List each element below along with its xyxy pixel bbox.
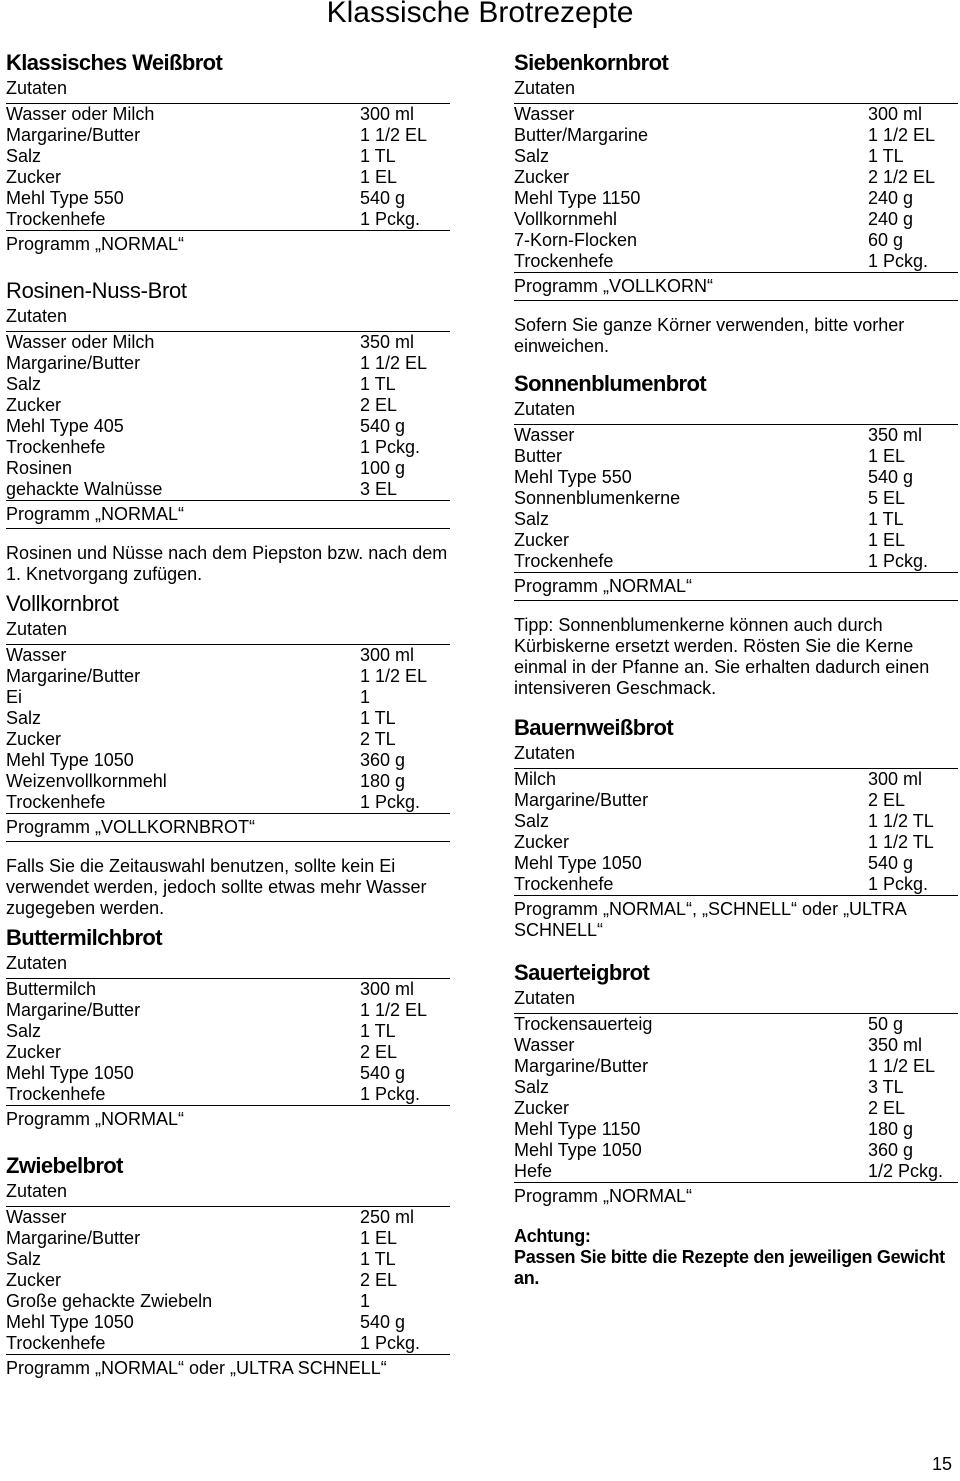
- ingredient-row: [6, 1042, 450, 1063]
- ingredient-amount: 540 g: [360, 416, 406, 436]
- ingredient-row: [6, 458, 450, 479]
- ingredient-amount: 5 EL: [868, 488, 906, 508]
- ingredient-amount: 1 1/2 EL: [360, 125, 428, 145]
- zutaten-label: Zutaten: [514, 399, 958, 425]
- zutaten-label: Zutaten: [514, 743, 958, 769]
- ingredient-row: [6, 395, 450, 416]
- ingredient-row: [514, 1140, 958, 1161]
- ingredient-row: [514, 467, 958, 488]
- ingredient-name: Mehl Type 1050: [514, 853, 642, 873]
- recipe-title: Siebenkornbrot: [514, 50, 669, 75]
- ingredient-amount: 1 Pckg.: [360, 1084, 421, 1104]
- ingredient-name: Zucker: [514, 530, 570, 550]
- ingredient-name: Margarine/Butter: [6, 666, 141, 686]
- ingredient-amount: 1 EL: [360, 1228, 398, 1248]
- page-number: 15: [931, 1454, 952, 1474]
- ingredient-row: [6, 1021, 450, 1042]
- recipe-sauerteigbrot: [514, 954, 958, 1210]
- ingredient-row: [514, 832, 958, 853]
- ingredient-amount: 1: [360, 1291, 371, 1311]
- ingredient-row: [6, 374, 450, 395]
- ingredient-row: [6, 1312, 450, 1333]
- ingredient-table: [514, 104, 958, 272]
- ingredient-name: Zucker: [514, 1098, 570, 1118]
- recipe-note: Falls Sie die Zeitauswahl benutzen, sollte kein Ei verwendet werden, jedoch sollte etwas mehr Wasser zugegeben werden.: [6, 856, 427, 918]
- ingredient-amount: 1 1/2 EL: [360, 353, 428, 373]
- ingredient-row: [6, 771, 450, 792]
- recipe-vollkornbrot: [6, 585, 450, 919]
- ingredient-name: Zucker: [514, 832, 570, 852]
- program-setting: Programm „NORMAL“: [6, 1105, 450, 1133]
- ingredient-amount: 2 TL: [360, 729, 396, 749]
- ingredient-amount: 180 g: [360, 771, 406, 791]
- program-setting: Programm „NORMAL“: [6, 500, 450, 529]
- ingredient-amount: 350 ml: [360, 332, 415, 352]
- ingredient-amount: 1 TL: [360, 708, 396, 728]
- ingredient-name: Mehl Type 405: [6, 416, 124, 436]
- ingredient-amount: 1 1/2 EL: [868, 1056, 936, 1076]
- ingredient-amount: 1 Pckg.: [868, 251, 929, 271]
- program-setting: Programm „NORMAL“ oder „ULTRA SCHNELL“: [6, 1354, 450, 1382]
- zutaten-label: Zutaten: [514, 78, 958, 104]
- ingredient-name: Zucker: [6, 1042, 62, 1062]
- ingredient-row: [514, 1014, 958, 1035]
- ingredient-row: [514, 230, 958, 251]
- ingredient-row: [6, 1084, 450, 1105]
- ingredient-name: Salz: [6, 146, 42, 166]
- ingredient-row: [6, 1063, 450, 1084]
- zutaten-label: Zutaten: [6, 1181, 450, 1207]
- ingredient-row: [6, 167, 450, 188]
- ingredient-row: [514, 853, 958, 874]
- ingredient-table: [514, 1014, 958, 1182]
- ingredient-row: [514, 1035, 958, 1056]
- ingredient-amount: 2 EL: [360, 395, 398, 415]
- recipe-buttermilchbrot: [6, 919, 450, 1133]
- ingredient-row: [6, 750, 450, 771]
- ingredient-amount: 250 ml: [360, 1207, 415, 1227]
- ingredient-amount: 2 EL: [360, 1270, 398, 1290]
- right-column: [514, 44, 958, 1289]
- spacer: [6, 1133, 450, 1147]
- ingredient-row: [6, 1333, 450, 1354]
- ingredient-name: Mehl Type 1050: [6, 1312, 134, 1332]
- ingredient-name: Butter: [514, 446, 563, 466]
- ingredient-row: [6, 1228, 450, 1249]
- recipe-title: Vollkornbrot: [6, 591, 119, 616]
- ingredient-row: [514, 146, 958, 167]
- ingredient-name: Mehl Type 550: [6, 188, 124, 208]
- ingredient-amount: 1 TL: [868, 146, 904, 166]
- spacer: [514, 699, 958, 709]
- ingredient-row: [6, 332, 450, 353]
- recipe-title: Bauernweißbrot: [514, 715, 674, 740]
- spacer: [514, 944, 958, 954]
- ingredient-amount: 1 1/2 EL: [360, 666, 428, 686]
- ingredient-row: [6, 209, 450, 230]
- ingredient-name: Salz: [514, 509, 550, 529]
- ingredient-amount: 100 g: [360, 458, 406, 478]
- ingredient-name: Margarine/Butter: [6, 125, 141, 145]
- ingredient-amount: 350 ml: [868, 1035, 923, 1055]
- ingredient-row: [514, 790, 958, 811]
- ingredient-amount: 300 ml: [360, 104, 415, 124]
- ingredient-name: Zucker: [6, 167, 62, 187]
- recipe-title: Klassisches Weißbrot: [6, 50, 223, 75]
- ingredient-name: Große gehackte Zwiebeln: [6, 1291, 213, 1311]
- ingredient-amount: 540 g: [360, 188, 406, 208]
- recipe-title: Sonnenblumenbrot: [514, 371, 707, 396]
- ingredient-amount: 1 1/2 TL: [868, 832, 934, 852]
- ingredient-row: [6, 645, 450, 666]
- zutaten-label: Zutaten: [6, 306, 450, 332]
- ingredient-amount: 300 ml: [360, 645, 415, 665]
- ingredient-row: [6, 979, 450, 1000]
- ingredient-table: [514, 769, 958, 895]
- ingredient-name: Trockenhefe: [6, 1084, 106, 1104]
- ingredient-amount: 2 EL: [868, 1098, 906, 1118]
- ingredient-name: Trockenhefe: [514, 551, 614, 571]
- ingredient-amount: 1 1/2 TL: [868, 811, 934, 831]
- spacer: [6, 258, 450, 272]
- zutaten-label: Zutaten: [6, 78, 450, 104]
- recipe-note: Sofern Sie ganze Körner verwenden, bitte vorher einweichen.: [514, 315, 905, 356]
- ingredient-name: Butter/Margarine: [514, 125, 649, 145]
- page-title: Klassische Brotrezepte: [326, 0, 634, 29]
- ingredient-name: Salz: [514, 1077, 550, 1097]
- program-setting: Programm „VOLLKORN“: [514, 272, 958, 301]
- program-setting: Programm „NORMAL“, „SCHNELL“ oder „ULTRA SCHNELL“: [514, 895, 958, 944]
- ingredient-row: [514, 1119, 958, 1140]
- ingredient-name: Wasser: [514, 425, 575, 445]
- ingredient-amount: 360 g: [360, 750, 406, 770]
- ingredient-table: [6, 645, 450, 813]
- ingredient-table: [514, 425, 958, 572]
- ingredient-amount: 60 g: [868, 230, 904, 250]
- ingredient-amount: 1 Pckg.: [360, 1333, 421, 1353]
- ingredient-name: Trockensauerteig: [514, 1014, 653, 1034]
- ingredient-name: Margarine/Butter: [6, 1000, 141, 1020]
- ingredient-amount: 1 TL: [360, 1021, 396, 1041]
- ingredient-amount: 360 g: [868, 1140, 914, 1160]
- ingredient-row: [514, 188, 958, 209]
- ingredient-table: [6, 979, 450, 1105]
- ingredient-name: Mehl Type 1050: [514, 1140, 642, 1160]
- ingredient-name: Rosinen: [6, 458, 73, 478]
- ingredient-amount: 1/2 Pckg.: [868, 1161, 944, 1181]
- ingredient-name: 7-Korn-Flocken: [514, 230, 638, 250]
- ingredient-row: [6, 792, 450, 813]
- ingredient-name: gehackte Walnüsse: [6, 479, 163, 499]
- spacer: [514, 357, 958, 365]
- ingredient-row: [6, 416, 450, 437]
- left-column: [6, 44, 450, 1382]
- ingredient-amount: 180 g: [868, 1119, 914, 1139]
- ingredient-table: [6, 332, 450, 500]
- ingredient-row: [6, 1249, 450, 1270]
- ingredient-amount: 1 TL: [360, 1249, 396, 1269]
- ingredient-row: [514, 551, 958, 572]
- ingredient-row: [514, 1056, 958, 1077]
- ingredient-name: Margarine/Butter: [6, 1228, 141, 1248]
- ingredient-name: Hefe: [514, 1161, 553, 1181]
- ingredient-name: Salz: [514, 146, 550, 166]
- ingredient-name: Mehl Type 1050: [6, 750, 134, 770]
- ingredient-name: Trockenhefe: [514, 251, 614, 271]
- ingredient-name: Margarine/Butter: [514, 790, 649, 810]
- ingredient-row: [514, 1098, 958, 1119]
- ingredient-amount: 350 ml: [868, 425, 923, 445]
- ingredient-row: [6, 353, 450, 374]
- ingredient-row: [514, 488, 958, 509]
- ingredient-amount: 1 Pckg.: [868, 874, 929, 894]
- ingredient-row: [6, 1291, 450, 1312]
- ingredient-amount: 2 1/2 EL: [868, 167, 936, 187]
- ingredient-name: Mehl Type 1050: [6, 1063, 134, 1083]
- ingredient-amount: 1 Pckg.: [360, 792, 421, 812]
- ingredient-amount: 1 Pckg.: [868, 551, 929, 571]
- program-setting: Programm „NORMAL“: [514, 572, 958, 601]
- ingredient-amount: 1 TL: [360, 374, 396, 394]
- ingredient-row: [6, 687, 450, 708]
- ingredient-name: Wasser: [6, 645, 67, 665]
- ingredient-row: [6, 437, 450, 458]
- ingredient-amount: 300 ml: [868, 769, 923, 789]
- ingredient-row: [514, 1077, 958, 1098]
- ingredient-name: Salz: [6, 708, 42, 728]
- ingredient-name: Wasser oder Milch: [6, 104, 155, 124]
- ingredient-name: Mehl Type 550: [514, 467, 632, 487]
- ingredient-row: [6, 125, 450, 146]
- ingredient-name: Trockenhefe: [514, 874, 614, 894]
- ingredient-row: [514, 446, 958, 467]
- recipe-klassisches-weissbrot: [6, 44, 450, 258]
- ingredient-amount: 2 EL: [360, 1042, 398, 1062]
- ingredient-row: [514, 769, 958, 790]
- recipe-siebenkornbrot: [514, 44, 958, 357]
- ingredient-amount: 300 ml: [360, 979, 415, 999]
- recipe-note: Rosinen und Nüsse nach dem Piepston bzw. nach dem 1. Knetvorgang zufügen.: [6, 543, 448, 584]
- zutaten-label: Zutaten: [6, 953, 450, 979]
- ingredient-name: Wasser oder Milch: [6, 332, 155, 352]
- ingredient-amount: 3 TL: [868, 1077, 904, 1097]
- ingredient-name: Salz: [6, 1021, 42, 1041]
- ingredient-amount: 1 TL: [868, 509, 904, 529]
- ingredient-row: [514, 509, 958, 530]
- ingredient-amount: 1 EL: [868, 446, 906, 466]
- ingredient-row: [6, 479, 450, 500]
- ingredient-name: Mehl Type 1150: [514, 188, 641, 208]
- ingredient-amount: 540 g: [360, 1063, 406, 1083]
- ingredient-row: [6, 188, 450, 209]
- ingredient-name: Zucker: [6, 395, 62, 415]
- ingredient-row: [514, 167, 958, 188]
- ingredient-amount: 1: [360, 687, 371, 707]
- ingredient-name: Salz: [6, 1249, 42, 1269]
- ingredient-row: [6, 729, 450, 750]
- ingredient-name: Sonnenblumenkerne: [514, 488, 681, 508]
- ingredient-name: Ei: [6, 687, 23, 707]
- recipe-title: Rosinen-Nuss-Brot: [6, 278, 187, 303]
- ingredient-amount: 1 1/2 EL: [360, 1000, 428, 1020]
- ingredient-row: [6, 146, 450, 167]
- ingredient-row: [514, 1161, 958, 1182]
- ingredient-row: [514, 209, 958, 230]
- ingredient-row: [514, 425, 958, 446]
- ingredient-name: Trockenhefe: [6, 1333, 106, 1353]
- ingredient-name: Trockenhefe: [6, 209, 106, 229]
- ingredient-amount: 540 g: [868, 467, 914, 487]
- ingredient-amount: 1 TL: [360, 146, 396, 166]
- ingredient-name: Wasser: [6, 1207, 67, 1227]
- ingredient-name: Wasser: [514, 104, 575, 124]
- ingredient-amount: 50 g: [868, 1014, 904, 1034]
- ingredient-amount: 540 g: [868, 853, 914, 873]
- ingredient-name: Wasser: [514, 1035, 575, 1055]
- ingredient-name: Margarine/Butter: [514, 1056, 649, 1076]
- ingredient-name: Margarine/Butter: [6, 353, 141, 373]
- ingredient-name: Weizenvollkornmehl: [6, 771, 167, 791]
- ingredient-name: Milch: [514, 769, 557, 789]
- ingredient-table: [6, 1207, 450, 1354]
- ingredient-row: [514, 811, 958, 832]
- ingredient-row: [6, 1270, 450, 1291]
- ingredient-name: Vollkornmehl: [514, 209, 618, 229]
- ingredient-row: [514, 874, 958, 895]
- ingredient-row: [6, 666, 450, 687]
- ingredient-name: Trockenhefe: [6, 792, 106, 812]
- zutaten-label: Zutaten: [6, 619, 450, 645]
- recipe-title: Sauerteigbrot: [514, 960, 650, 985]
- ingredient-row: [6, 708, 450, 729]
- ingredient-name: Zucker: [6, 729, 62, 749]
- recipe-zwiebelbrot: [6, 1147, 450, 1382]
- ingredient-amount: 240 g: [868, 209, 914, 229]
- ingredient-name: Zucker: [6, 1270, 62, 1290]
- program-setting: Programm „NORMAL“: [6, 230, 450, 258]
- ingredient-table: [6, 104, 450, 230]
- ingredient-amount: 2 EL: [868, 790, 906, 810]
- ingredient-row: [6, 104, 450, 125]
- warning-title: Achtung:: [514, 1226, 591, 1246]
- ingredient-amount: 240 g: [868, 188, 914, 208]
- program-setting: Programm „VOLLKORNBROT“: [6, 813, 450, 842]
- recipe-note: Tipp: Sonnenblumenkerne können auch durch Kürbiskerne ersetzt werden. Rösten Sie die Kerne einmal in der Pfanne an. Sie erhalten dadurch einen intensiveren Geschmack.: [514, 615, 930, 698]
- ingredient-name: Salz: [6, 374, 42, 394]
- zutaten-label: Zutaten: [514, 988, 958, 1014]
- ingredient-amount: 1 EL: [868, 530, 906, 550]
- ingredient-amount: 1 1/2 EL: [868, 125, 936, 145]
- ingredient-row: [514, 104, 958, 125]
- recipe-sonnenblumenbrot: [514, 365, 958, 699]
- warning-text: Passen Sie bitte die Rezepte den jeweiligen Gewicht an.: [514, 1247, 945, 1288]
- ingredient-name: Mehl Type 1150: [514, 1119, 641, 1139]
- ingredient-row: [6, 1000, 450, 1021]
- recipe-title: Zwiebelbrot: [6, 1153, 123, 1178]
- ingredient-name: Zucker: [514, 167, 570, 187]
- recipe-rosinen-nuss-brot: [6, 272, 450, 585]
- ingredient-name: Salz: [514, 811, 550, 831]
- recipe-bauernweissbrot: [514, 709, 958, 944]
- ingredient-row: [514, 530, 958, 551]
- ingredient-name: Buttermilch: [6, 979, 97, 999]
- ingredient-amount: 540 g: [360, 1312, 406, 1332]
- ingredient-row: [6, 1207, 450, 1228]
- ingredient-row: [514, 125, 958, 146]
- ingredient-row: [514, 251, 958, 272]
- recipe-title: Buttermilchbrot: [6, 925, 163, 950]
- ingredient-amount: 1 Pckg.: [360, 209, 421, 229]
- ingredient-amount: 3 EL: [360, 479, 398, 499]
- program-setting: Programm „NORMAL“: [514, 1182, 958, 1210]
- ingredient-name: Trockenhefe: [6, 437, 106, 457]
- ingredient-amount: 1 EL: [360, 167, 398, 187]
- ingredient-amount: 300 ml: [868, 104, 923, 124]
- ingredient-amount: 1 Pckg.: [360, 437, 421, 457]
